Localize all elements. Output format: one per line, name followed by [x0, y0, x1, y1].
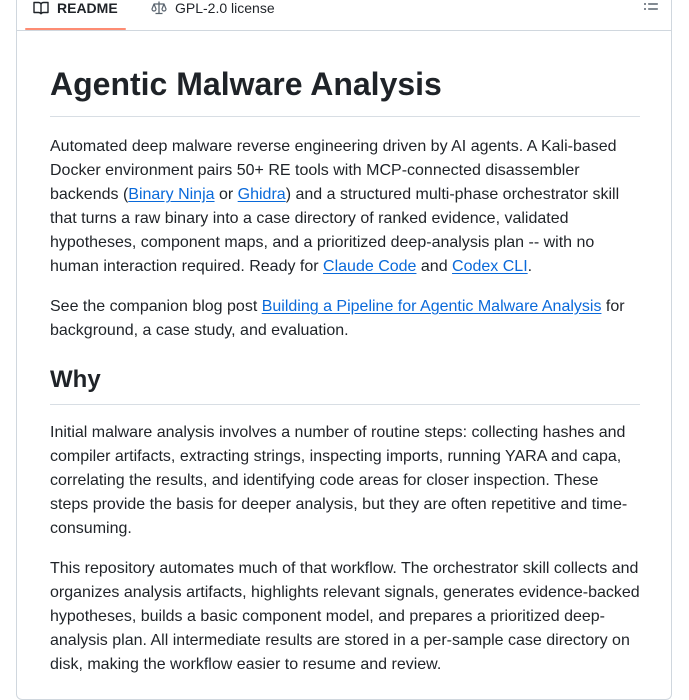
intro-text-2: or: [214, 186, 238, 203]
readme-tabbar: [17, 0, 671, 31]
book-icon: [33, 0, 49, 16]
link-claude-code[interactable]: Claude Code: [323, 258, 417, 275]
why-paragraph-1: Initial malware analysis involves a number of routine steps: collecting hashes and compiler artifacts, extracting strings, inspecting imports, running YARA and capa, correlating the results, and identifying code areas for closer inspection. These steps provide the basis for deeper analysis, but they are often repetitive and time-consuming.: [50, 424, 628, 537]
tab-readme[interactable]: [25, 0, 126, 23]
blog-text-1: See the companion blog post: [50, 298, 262, 315]
tab-license-label: GPL-2.0 license: [175, 0, 275, 16]
law-scale-icon: [151, 0, 167, 16]
intro-text-3: ) and a structured multi-phase orchestrator skill that turns a raw binary into a case directory of ranked evidence, validated hypotheses, component maps, and a prioritized deep-analysis plan -- with no human interaction required. Ready for: [50, 186, 620, 275]
outline-menu-button[interactable]: [641, 0, 661, 16]
blog-text-2: for background, a case study, and evaluation.: [50, 298, 625, 339]
why-heading: Why: [50, 365, 640, 405]
readme-panel: [16, 0, 672, 700]
readme-title: Agentic Malware Analysis: [50, 30, 640, 117]
link-ghidra[interactable]: Ghidra: [237, 186, 286, 203]
blog-paragraph: [50, 295, 640, 343]
link-binary-ninja[interactable]: Binary Ninja: [128, 186, 215, 203]
tab-readme-label: README: [57, 0, 118, 16]
intro-text-5: .: [527, 258, 533, 275]
intro-text-4: and: [416, 258, 453, 275]
why-paragraph-2: This repository automates much of that workflow. The orchestrator skill collects and organizes analysis artifacts, highlights relevant signals, generates evidence-backed hypotheses, builds a basic component model, and prepares a prioritized deep-analysis plan. All intermediate results are stored in a per-sample case directory on disk, making the workflow easier to resume and review.: [50, 560, 640, 673]
link-blog-post[interactable]: Building a Pipeline for Agentic Malware Analysis: [261, 298, 602, 315]
intro-text-1: Automated deep malware reverse engineering driven by AI agents. A Kali-based Docker environment pairs 50+ RE tools with MCP-connected disassembler backends (: [50, 138, 617, 203]
readme-content: [50, 30, 640, 677]
link-codex-cli[interactable]: Codex CLI: [452, 258, 528, 275]
list-unordered-icon: [643, 0, 659, 17]
tab-license[interactable]: [143, 0, 283, 23]
intro-paragraph: [50, 135, 640, 279]
